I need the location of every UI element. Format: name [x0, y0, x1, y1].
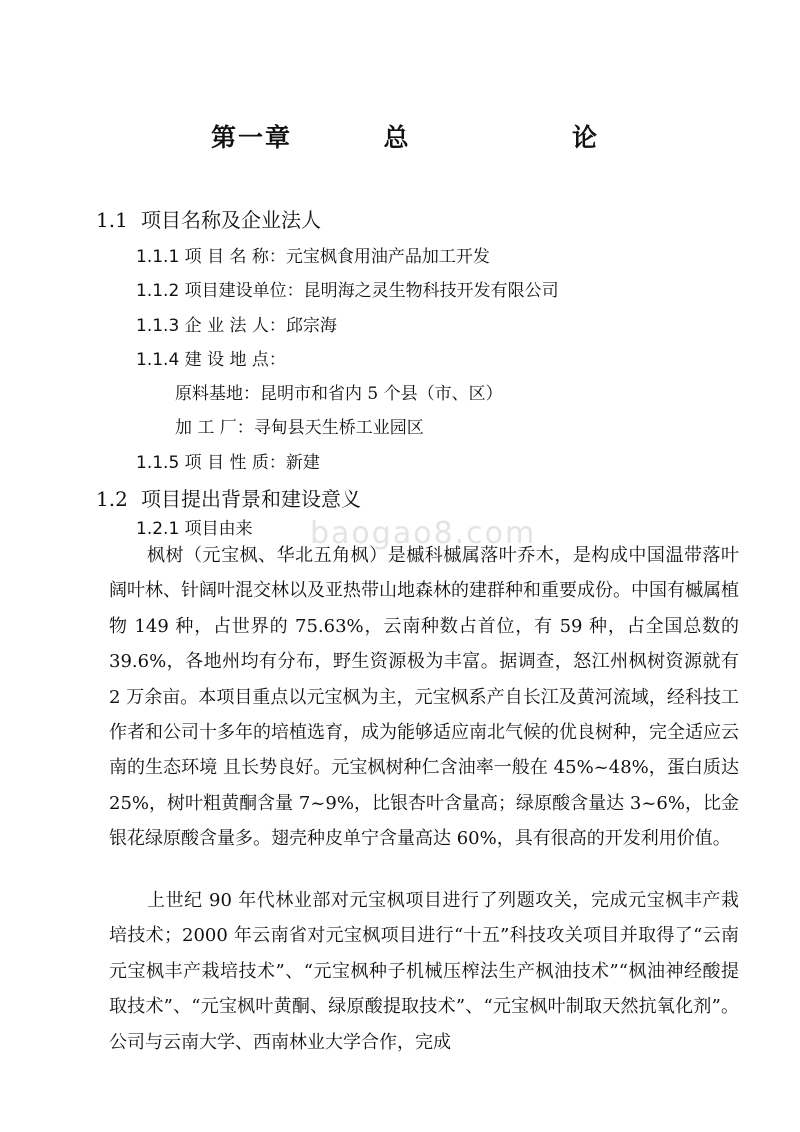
section-heading-1-2 [96, 483, 361, 512]
item-project-origin [136, 514, 253, 539]
item-processing-plant [175, 413, 424, 438]
section-number: 1.1 [96, 208, 128, 232]
item-value: 元宝枫食用油产品加工开发 [285, 247, 490, 267]
item-value: 寻甸县天生桥工业园区 [253, 418, 424, 438]
section-heading-1-1 [96, 204, 321, 233]
item-legal-person [136, 311, 337, 336]
item-value: 昆明海之灵生物科技开发有限公司 [303, 281, 559, 301]
item-label: 1.2.1 项目由来 [136, 519, 253, 539]
chapter-title [0, 118, 800, 154]
chapter-title-mid: 总 [383, 123, 411, 152]
paragraph: 枫树（元宝枫、华北五角枫）是槭科槭属落叶乔木，是构成中国温带落叶阔叶林、针阔叶混交林以及亚热带山地森林的建群种和重要成份。中国有槭属植物 149 种，占世界的 75.63%，云南种数占首位，有 59 种，占全国总数的 39.6%，各地州均有分布，野生资源极为丰富。据调查，怒江州枫树资源就有 2 万余亩。本项目重点以元宝枫为主，元宝枫系产自长江及黄河流域，经科技工作者和公司十多年的培植选育，成为能够适应南北气候的优良树种，完全适应云南的生态环境 且长势良好。元宝枫树种仁含油率一般在 45%~48%，蛋白质达 25%，树叶粗黄酮含量 7~9%，比银杏叶含量高；绿原酸含量达 3~6%，比金银花绿原酸含量多。翅壳种皮单宁含量高达 60%，具有很高的开发利用价值。 [109, 545, 739, 850]
item-project-name [136, 242, 490, 267]
item-project-nature [136, 448, 320, 473]
chapter-title-right: 论 [571, 123, 599, 152]
item-value: 邱宗海 [285, 316, 337, 336]
item-construction-unit [136, 276, 559, 301]
item-label: 1.1.3 企 业 法 人： [136, 316, 286, 336]
section-number: 1.2 [96, 487, 128, 511]
section-title: 项目提出背景和建设意义 [141, 487, 361, 511]
item-value: 新建 [285, 453, 320, 473]
item-label: 加 工 厂： [175, 418, 254, 438]
section-title: 项目名称及企业法人 [141, 208, 321, 232]
item-label: 1.1.1 项 目 名 称： [136, 247, 286, 267]
item-label: 原料基地： [175, 384, 260, 404]
item-value: 昆明市和省内 5 个县（市、区） [260, 384, 503, 404]
watermark: baogao8.com [310, 516, 537, 551]
item-label: 1.1.5 项 目 性 质： [136, 453, 286, 473]
item-raw-material-base [175, 379, 503, 404]
item-label: 1.1.4 建 设 地 点： [136, 350, 286, 370]
item-label: 1.1.2 项目建设单位： [136, 281, 304, 301]
paragraph: 上世纪 90 年代林业部对元宝枫项目进行了列题攻关，完成元宝枫丰产栽培技术；2000 年云南省对元宝枫项目进行“十五”科技攻关项目并取得了“云南元宝枫丰产栽培技术”、“元宝枫种子机械压榨法生产枫油技术”“枫油神经酸提取技术”、“元宝枫叶黄酮、绿原酸提取技术”、“元宝枫叶制取天然抗氧化剂”。公司与云南大学、西南林业大学合作，完成 [109, 890, 739, 1053]
item-construction-site [136, 345, 286, 370]
chapter-title-left: 第一章 [211, 123, 293, 152]
